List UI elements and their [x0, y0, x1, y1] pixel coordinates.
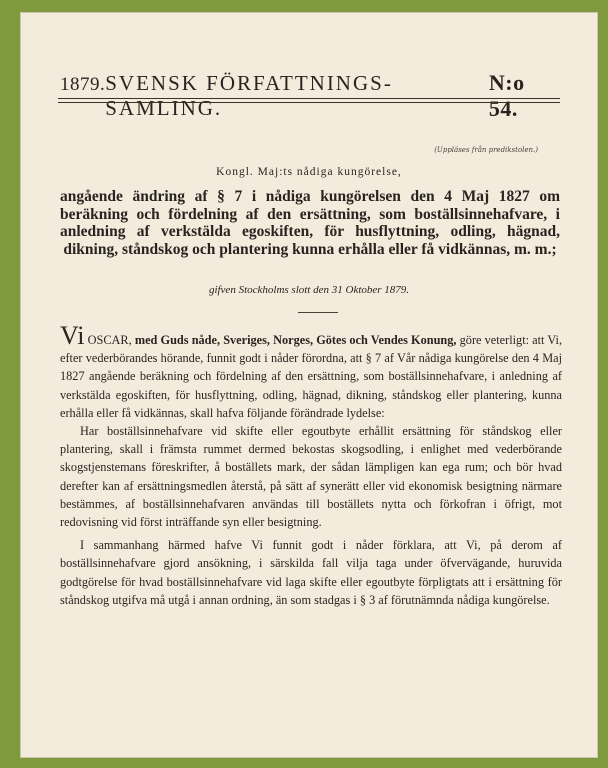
decree-heading: angående ändring af § 7 i nådiga kungörelsen den 4 Maj 1827 om beräkning och fördelning af den ersättning, som boställsinnehafvare, i anledning af verkstälda egoskiften, för husflyttning, odling, hägnad, dikning, ståndskog och plantering kunna erhålla eller få vidkännas, m. m.;	[60, 188, 560, 258]
number-prefix: N:o	[488, 70, 525, 95]
paragraph-1: göre veterligt: att Vi, efter vederbörandes hörande, funnit godt i nåder förordna, att § 7 af Vår nådiga kungörelse den 4 Maj 1827 angående beräkning och fördelning af den ersättning, som boställsinnehafvare, i anledning af verkstälda egoskiften, för husflyttning, odling, hägnad, dikning, ståndskog eller plantering, kunna erhålla eller få vidkännas, skall hafva följande förändrade lydelse:	[60, 333, 563, 420]
header-number	[489, 70, 556, 122]
reading-note: (Uppläses från predikstolen.)	[434, 146, 538, 154]
page-header	[60, 70, 556, 122]
header-rule-thin	[58, 102, 560, 103]
header-year: 1879.	[60, 74, 106, 95]
header-rule	[58, 98, 560, 99]
paragraph-2: Har boställsinnehafvare vid skifte eller egoutbyte erhållit ersättning för ståndskog eller plantering, skall i främsta rummet dermed bekostas skogsodling, i enlighet med vederbörande skogstjenstemans föreskrifter, å boställets mark, der sådan lämpligen kan ega rum; och bör hvad derefter kan af ersättningsmedlen återstå, på sätt af synerätt eller vid ekonomisk besigtning närmare bestämmes, af boställsinnehafvaren användas till boställets nytta och förkofran i öfrigt, mot redovisning vid först inträffande syn eller besigtning.	[60, 424, 562, 530]
intro-title: med Guds nåde, Sveriges, Norges, Götes och Vendes Konung,	[134, 333, 457, 347]
number-value: 54.	[488, 96, 518, 121]
intro-vi: Vi	[60, 321, 85, 350]
paragraph-3: I sammanhang härmed hafve Vi funnit godt i nåder förklara, att Vi, på derom af boställsinnehafvare gjord ansökning, i särskilda fall vilja taga under öfvervägande, huruvida godtgörelse för hvad boställsinnehafvare vid laga skifte eller egoutbyte förpligtats att i ersättning för ståndskog utgifva må utgå i annan ordning, än som stadgas i § 3 af förutnämnda nådiga kungörelse.	[60, 538, 562, 607]
decree-body	[60, 321, 563, 609]
decree-title: Kongl. Maj:ts nådiga kungörelse,	[216, 166, 402, 178]
document-page	[20, 12, 598, 758]
separator-rule	[298, 312, 338, 313]
header-title: SVENSK FÖRFATTNINGS-SAMLING.	[105, 71, 393, 120]
intro-paragraph	[60, 321, 563, 422]
intro-name: OSCAR,	[87, 333, 132, 347]
given-line: gifven Stockholms slott den 31 Oktober 1879.	[208, 284, 410, 296]
